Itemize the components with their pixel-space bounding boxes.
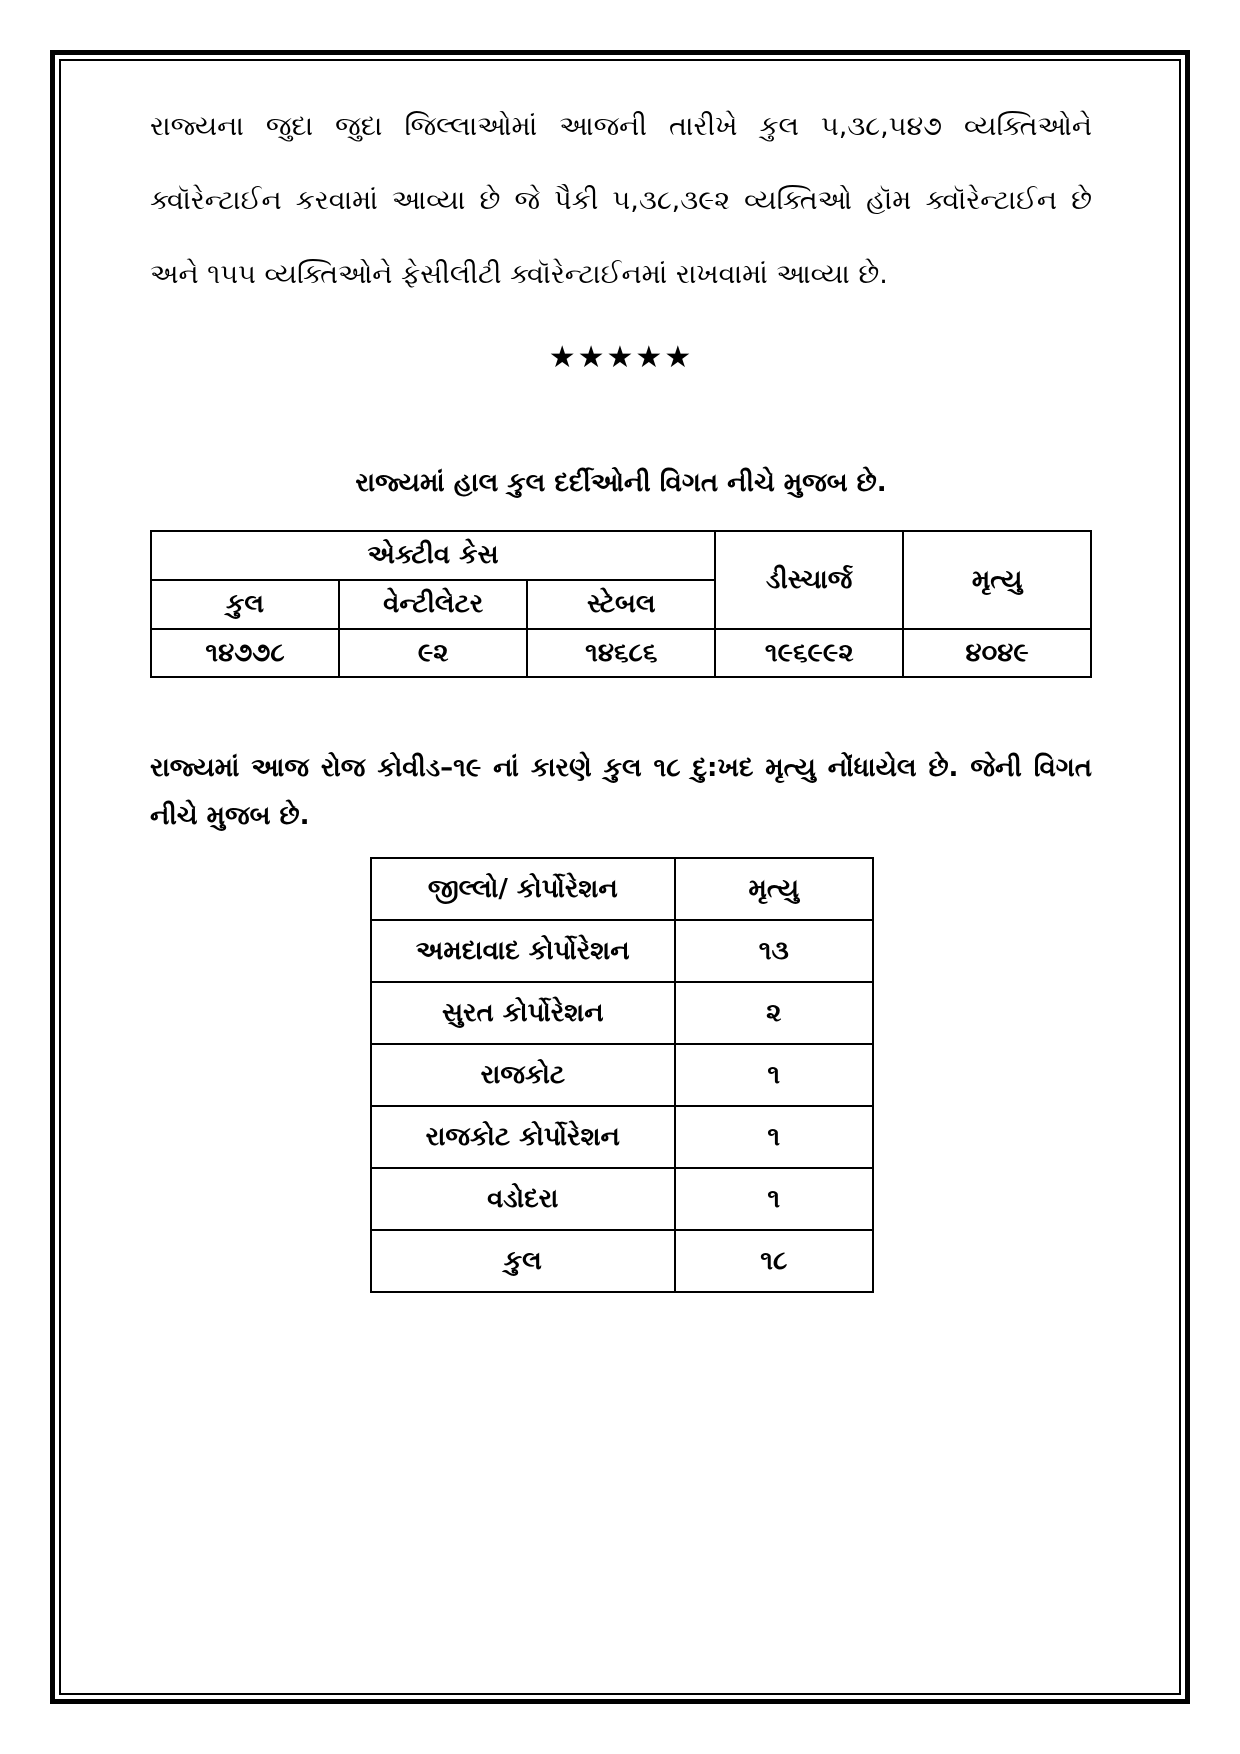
- district-header: જીલ્લો/ કોર્પોરેશન: [371, 858, 675, 920]
- district-deaths-header: મૃત્યુ: [675, 858, 873, 920]
- discharge-header: ડીસ્ચાર્જ: [715, 531, 903, 629]
- district-deaths-table: [370, 857, 874, 1293]
- stable-cell: ૧૪૬૮૬: [527, 629, 715, 677]
- total-header: કુલ: [151, 580, 339, 629]
- table-row: [371, 1168, 873, 1230]
- patient-summary-table: [150, 530, 1092, 678]
- table-row: [371, 982, 873, 1044]
- deaths-paragraph: રાજ્યમાં આજ રોજ કોવીડ–૧૯ નાં કારણે કુલ ૧૮ દુ:ખદ મૃત્યુ નોંધાયેલ છે. જેની વિગત નીચે મુજબ છે.: [150, 753, 1092, 831]
- table-row-total: [371, 1230, 873, 1292]
- quarantine-paragraph: રાજ્યના જુદા જુદા જિલ્લાઓમાં આજની તારીખે કુલ ૫,૩૮,૫૪૭ વ્યક્તિઓને ક્વૉરેન્ટાઈન કરવામાં આવ્યા છે જે પૈકી ૫,૩૮,૩૯૨ વ્યક્તિઓ હૉમ ક્વૉરેન્ટાઈન છે અને ૧૫૫ વ્યક્તિઓને ફેસીલીટી ક્વૉરેન્ટાઈનમાં રાખવામાં આવ્યા છે.: [150, 111, 1092, 290]
- district-deaths: ૧: [675, 1044, 873, 1106]
- district-name: અમદાવાદ કોર્પોરેશન: [371, 920, 675, 982]
- district-deaths: ૨: [675, 982, 873, 1044]
- table-row: [371, 920, 873, 982]
- deaths-cell: ૪૦૪૯: [903, 629, 1091, 677]
- district-deaths: ૧૮: [675, 1230, 873, 1292]
- active-cases-header: એક્ટીવ કેસ: [151, 531, 715, 580]
- deaths-header: મૃત્યુ: [903, 531, 1091, 629]
- district-deaths: ૧: [675, 1106, 873, 1168]
- total-cell: ૧૪૭૭૮: [151, 629, 339, 677]
- district-name: રાજકોટ કોર્પોરેશન: [371, 1106, 675, 1168]
- district-deaths: ૧૩: [675, 920, 873, 982]
- discharge-cell: ૧૯૬૯૯૨: [715, 629, 903, 677]
- summary-data-row: [151, 629, 1091, 677]
- summary-header-row: [151, 531, 1091, 580]
- stable-header: સ્ટેબલ: [527, 580, 715, 629]
- ventilator-cell: ૯૨: [339, 629, 527, 677]
- district-deaths: ૧: [675, 1168, 873, 1230]
- district-name: રાજકોટ: [371, 1044, 675, 1106]
- ventilator-header: વેન્ટીલેટર: [339, 580, 527, 629]
- district-header-row: [371, 858, 873, 920]
- district-name: સુરત કોર્પોરેશન: [371, 982, 675, 1044]
- district-name: કુલ: [371, 1230, 675, 1292]
- summary-heading: રાજ્યમાં હાલ કુલ દર્દીઓની વિગત નીચે મુજબ છે.: [355, 468, 887, 498]
- table-row: [371, 1044, 873, 1106]
- table-row: [371, 1106, 873, 1168]
- district-name: વડોદરા: [371, 1168, 675, 1230]
- section-separator: ★★★★★: [548, 340, 694, 375]
